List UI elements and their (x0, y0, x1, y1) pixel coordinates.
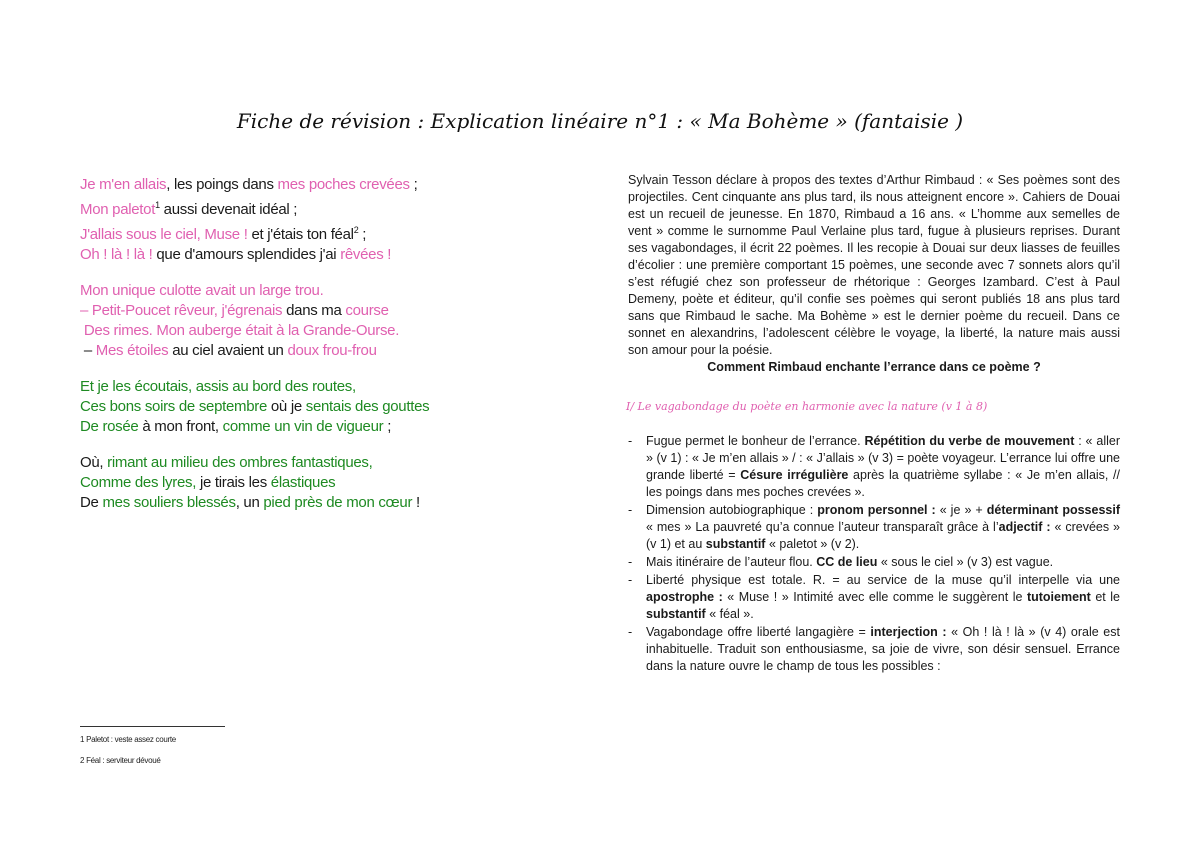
poem-segment: ; (383, 418, 392, 435)
poem-segment: De (80, 494, 103, 511)
footnote-2: 2 Féal : serviteur dévoué (80, 756, 161, 765)
poem-segment: comme un vin de vigueur (222, 418, 384, 435)
poem-line (80, 175, 540, 195)
analysis-text: « Oh ! là ! là » (v 4) orale est inhabituelle. Traduit son enthousiasme, sa joie de vivre, son désir sensuel. Errance dans la nature ouvre le champ de tous les possibles : (646, 625, 1120, 673)
poem-stanza (80, 175, 540, 265)
analysis-item (628, 572, 1120, 623)
part-title: I/ Le vagabondage du poète en harmonie avec la nature (v 1 à 8) (626, 400, 988, 413)
poem-line (80, 281, 540, 301)
poem-segment: mes poches crevées (277, 176, 410, 193)
poem-segment: – Petit-Poucet rêveur, j'égrenais (80, 302, 283, 319)
key-term: substantif (646, 607, 706, 621)
analysis-item (628, 554, 1120, 571)
analysis-item (628, 502, 1120, 553)
poem-segment: aussi devenait idéal ; (159, 201, 298, 218)
introduction-paragraph: Sylvain Tesson déclare à propos des textes d’Arthur Rimbaud : « Ses poèmes sont des projectiles. Cent cinquante ans plus tard, ils nous atteignent encore ». Cahiers de Douai est un recueil de jeunesse. En 1870, Rimbaud a 16 ans. « L’homme aux semelles de vent » comme le surnomme Paul Verlaine plus tard, fugue à plusieurs reprises. Durant ses vagabondages, il écrit 22 poèmes. Il les recopie à Douai sur deux liasses de feuilles d’écolier : une première comportant 15 poèmes, une seconde avec 7 sonnets alors qu’il s’est réfugié chez son professeur de rhétorique : Georges Izambard. C’est à Paul Demeny, poète et éditeur, qu’il confie ses poèmes qui seront publiés 18 ans plus tard sans que Rimbaud le sache. Ma Bohème » est le dernier poème du recueil. Dans ce sonnet en alexandrins, l’adolescent célèbre le voyage, la liberté, la nature mais aussi son amour pour la poésie. (628, 173, 1120, 357)
poem-line (80, 245, 540, 265)
poem-line (80, 493, 540, 513)
analysis-text: : « aller » (v 1) : « Je m’en allais » / : « J’allais » (v 3) = poète voyageur. L’errance lui offre une grande liberté = (646, 434, 1120, 482)
poem-stanza (80, 377, 540, 437)
poem-line (80, 321, 540, 341)
poem-segment: que d'amours splendides j'ai (152, 246, 341, 263)
poem-segment: rimant au milieu des ombres fantastiques, (107, 454, 373, 471)
poem-segment: ; (358, 226, 367, 243)
key-term: CC de lieu (816, 555, 878, 569)
poem-segment: à mon front, (138, 418, 223, 435)
key-term: pronom personnel : (817, 503, 936, 517)
poem-segment: je tirais les (196, 474, 271, 491)
key-term: interjection : (870, 625, 947, 639)
poem (80, 175, 540, 529)
poem-line (80, 195, 540, 220)
poem-segment: Mon unique culotte avait un large trou. (80, 282, 324, 299)
analysis-text: Fugue permet le bonheur de l’errance. (646, 434, 865, 448)
poem-segment: J'allais sous le ciel, Muse ! (80, 226, 248, 243)
poem-line (80, 473, 540, 493)
footnote-separator (80, 726, 225, 727)
poem-segment: dans ma (282, 302, 346, 319)
poem-segment: où je (267, 398, 306, 415)
analysis-text: « sous le ciel » (v 3) est vague. (877, 555, 1054, 569)
footnote-1: 1 Paletot : veste assez courte (80, 735, 176, 744)
poem-segment: Ces bons soirs de septembre (80, 398, 267, 415)
poem-segment: , un (235, 494, 264, 511)
poem-segment: Comme des lyres, (80, 474, 197, 491)
poem-segment: mes souliers blessés (102, 494, 236, 511)
analysis-text: et le (1090, 590, 1120, 604)
key-term: apostrophe : (646, 590, 723, 604)
analysis-column (628, 172, 1120, 676)
poem-segment: , les poings dans (166, 176, 278, 193)
footnote-marker: 2 (353, 225, 359, 235)
key-term: déterminant possessif (986, 503, 1120, 517)
poem-segment: et j'étais ton féal (247, 226, 354, 243)
page-title: Fiche de révision : Explication linéaire n°1 : « Ma Bohème » (fantaisie ) (236, 109, 964, 133)
analysis-text: Mais itinéraire de l’auteur flou. (646, 555, 817, 569)
poem-line (80, 301, 540, 321)
poem-line (80, 220, 540, 245)
problematique: Comment Rimbaud enchante l’errance dans ce poème ? (707, 360, 1041, 374)
poem-segment: Je m'en allais (80, 176, 167, 193)
analysis-text: « paletot » (v 2). (765, 537, 860, 551)
poem-segment: Des rimes. Mon auberge était à la Grande-Ourse. (80, 322, 400, 339)
key-term: substantif (705, 537, 766, 551)
poem-segment: Mes étoiles (95, 342, 169, 359)
analysis-text: « crevées » (v 1) et au (646, 520, 1121, 551)
poem-stanza (80, 281, 540, 361)
poem-line (80, 341, 540, 361)
key-term: tutoiement (1026, 590, 1091, 604)
poem-segment: ! (412, 494, 420, 511)
poem-segment: pied près de mon cœur (263, 494, 413, 511)
analysis-text: « je » + (935, 503, 987, 517)
poem-segment: Oh ! là ! là ! (80, 246, 153, 263)
analysis-text: Vagabondage offre liberté langagière = (646, 625, 871, 639)
analysis-text: « féal ». (705, 607, 754, 621)
poem-segment: Et je les écoutais, assis au bord des routes, (80, 378, 356, 395)
key-term: Césure irrégulière (740, 468, 849, 482)
analysis-text: Liberté physique est totale. R. = au service de la muse qu’il interpelle via une (646, 573, 1120, 587)
key-term: adjectif : (998, 520, 1051, 534)
poem-segment: sentais des gouttes (305, 398, 430, 415)
poem-line (80, 377, 540, 397)
analysis-text: « Muse ! » Intimité avec elle comme le suggèrent le (722, 590, 1027, 604)
poem-segment: – (80, 342, 96, 359)
analysis-item (628, 433, 1120, 501)
poem-line (80, 417, 540, 437)
key-term: Répétition du verbe de mouvement (864, 434, 1075, 448)
poem-segment: Où, (80, 454, 108, 471)
poem-segment: au ciel avaient un (168, 342, 288, 359)
poem-segment: Mon paletot (80, 201, 156, 218)
analysis-text: Dimension autobiographique : (646, 503, 818, 517)
analysis-text: après la quatrième syllabe : « Je m’en allais, // les poings dans mes poches crevées ». (646, 468, 1120, 499)
poem-segment: rêvées ! (340, 246, 392, 263)
poem-line (80, 397, 540, 417)
analysis-item (628, 624, 1120, 675)
poem-line (80, 453, 540, 473)
analysis-text: « mes » La pauvreté qu’a connue l’auteur transparaît grâce à l’ (646, 520, 999, 534)
poem-segment: élastiques (270, 474, 336, 491)
footnote-marker: 1 (155, 200, 160, 210)
analysis-list (628, 433, 1120, 675)
poem-segment: ; (409, 176, 418, 193)
poem-stanza (80, 453, 540, 513)
poem-segment: De rosée (80, 418, 139, 435)
poem-segment: doux frou-frou (287, 342, 377, 359)
poem-segment: course (345, 302, 389, 319)
